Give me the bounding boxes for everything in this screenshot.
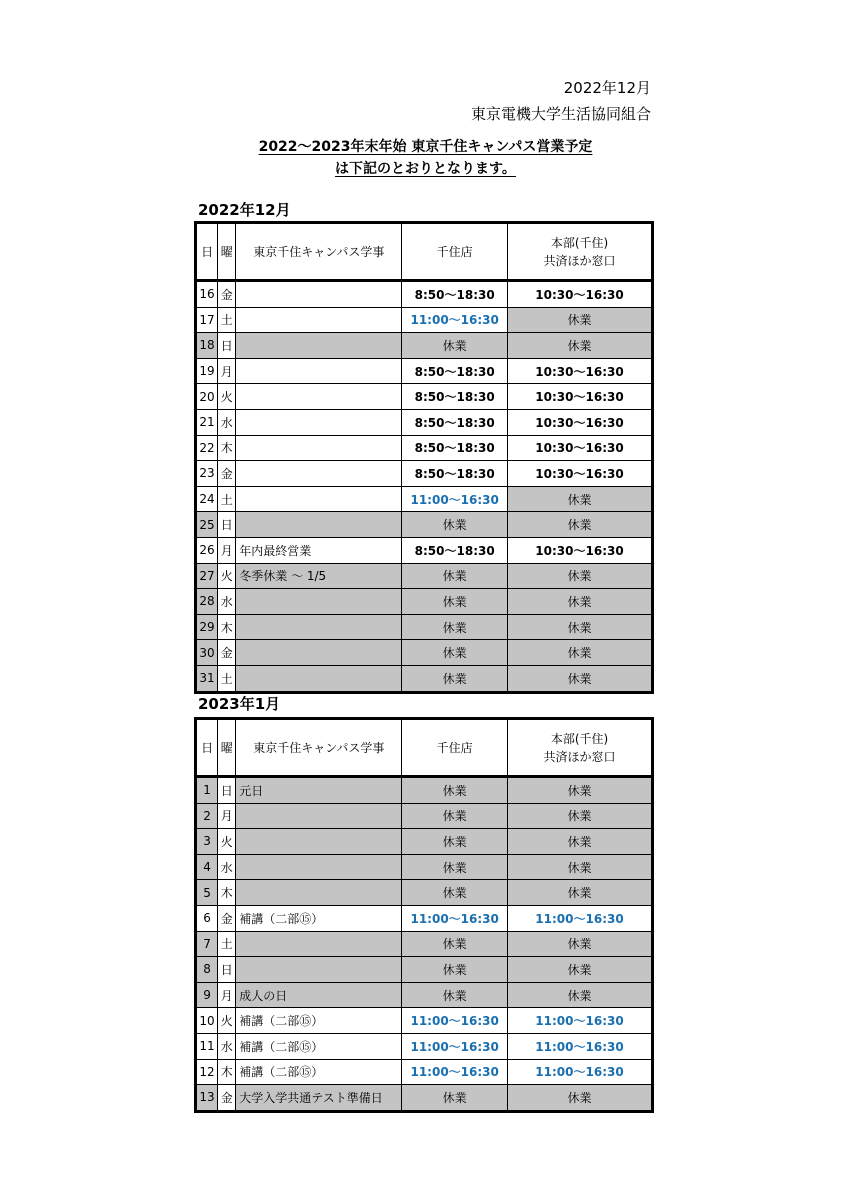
hq-hours-cell: 休業 (508, 982, 653, 1008)
weekday-cell: 月 (218, 803, 236, 829)
day-cell: 6 (196, 905, 218, 931)
day-cell: 28 (196, 589, 218, 615)
event-cell (236, 281, 402, 308)
day-cell: 4 (196, 854, 218, 880)
event-cell (236, 512, 402, 538)
table-row (196, 384, 653, 410)
hq-hours-cell: 10:30～16:30 (508, 409, 653, 435)
event-cell (236, 957, 402, 983)
day-cell: 27 (196, 563, 218, 589)
store-hours-cell: 休業 (402, 931, 508, 957)
hq-hours-cell: 休業 (508, 512, 653, 538)
table-row (196, 829, 653, 855)
store-hours-cell: 休業 (402, 982, 508, 1008)
hq-hours-cell: 11:00～16:30 (508, 1059, 653, 1085)
hq-hours-cell: 休業 (508, 333, 653, 359)
col-header-weekday: 曜 (218, 719, 236, 777)
store-hours-cell: 8:50～18:30 (402, 435, 508, 461)
store-hours-cell: 8:50～18:30 (402, 281, 508, 308)
table-row (196, 1008, 653, 1034)
day-cell: 29 (196, 614, 218, 640)
col-header-hq (508, 223, 653, 281)
weekday-cell: 土 (218, 307, 236, 333)
table-row (196, 880, 653, 906)
hq-hours-cell: 休業 (508, 486, 653, 512)
table-row (196, 982, 653, 1008)
weekday-cell: 土 (218, 931, 236, 957)
event-cell: 冬季休業 ～ 1/5 (236, 563, 402, 589)
store-hours-cell: 休業 (402, 665, 508, 692)
store-hours-cell: 11:00～16:30 (402, 1008, 508, 1034)
hq-hours-cell: 休業 (508, 589, 653, 615)
day-cell: 2 (196, 803, 218, 829)
table-row (196, 1085, 653, 1112)
weekday-cell: 日 (218, 512, 236, 538)
event-cell (236, 640, 402, 666)
day-cell: 7 (196, 931, 218, 957)
table-row (196, 854, 653, 880)
hq-hours-cell: 10:30～16:30 (508, 537, 653, 563)
weekday-cell: 金 (218, 640, 236, 666)
hq-hours-cell: 11:00～16:30 (508, 1008, 653, 1034)
document-title (222, 136, 629, 180)
table-row (196, 803, 653, 829)
store-hours-cell: 8:50～18:30 (402, 409, 508, 435)
event-cell (236, 307, 402, 333)
hq-hours-cell: 休業 (508, 563, 653, 589)
event-cell (236, 931, 402, 957)
store-hours-cell: 休業 (402, 640, 508, 666)
hq-hours-cell: 休業 (508, 957, 653, 983)
hq-hours-cell: 休業 (508, 614, 653, 640)
col-header-hq (508, 719, 653, 777)
store-hours-cell: 休業 (402, 777, 508, 804)
store-hours-cell: 休業 (402, 803, 508, 829)
hq-hours-cell: 休業 (508, 931, 653, 957)
col-header-hq-line2: 共済ほか窓口 (543, 253, 616, 268)
weekday-cell: 火 (218, 563, 236, 589)
col-header-event: 東京千住キャンパス学事 (236, 719, 402, 777)
store-hours-cell: 11:00～16:30 (402, 905, 508, 931)
event-cell (236, 829, 402, 855)
event-cell (236, 358, 402, 384)
month-label-jan: 2023年1月 (198, 695, 281, 713)
event-cell: 補講（二部⑮） (236, 1059, 402, 1085)
table-row (196, 512, 653, 538)
weekday-cell: 火 (218, 384, 236, 410)
hq-hours-cell: 休業 (508, 829, 653, 855)
weekday-cell: 水 (218, 854, 236, 880)
day-cell: 24 (196, 486, 218, 512)
event-cell (236, 409, 402, 435)
day-cell: 8 (196, 957, 218, 983)
weekday-cell: 火 (218, 829, 236, 855)
table-row (196, 409, 653, 435)
hq-hours-cell: 休業 (508, 307, 653, 333)
table-row (196, 777, 653, 804)
document-date: 2022年12月 (563, 79, 651, 97)
day-cell: 26 (196, 537, 218, 563)
event-cell: 元日 (236, 777, 402, 804)
day-cell: 18 (196, 333, 218, 359)
col-header-hq-line1: 本部(千住) (550, 731, 609, 746)
hq-hours-cell: 休業 (508, 803, 653, 829)
table-row (196, 931, 653, 957)
event-cell: 補講（二部⑮） (236, 1033, 402, 1059)
event-cell (236, 435, 402, 461)
day-cell: 11 (196, 1033, 218, 1059)
col-header-day: 日 (196, 223, 218, 281)
day-cell: 23 (196, 461, 218, 487)
schedule-table-jan (194, 717, 654, 1113)
col-header-weekday: 曜 (218, 223, 236, 281)
table-row (196, 333, 653, 359)
hq-hours-cell: 休業 (508, 880, 653, 906)
month-label-dec: 2022年12月 (198, 201, 291, 219)
table-row (196, 281, 653, 308)
weekday-cell: 水 (218, 409, 236, 435)
organization-name: 東京電機大学生活協同組合 (470, 105, 651, 123)
table-row (196, 563, 653, 589)
day-cell: 19 (196, 358, 218, 384)
event-cell: 年内最終営業 (236, 537, 402, 563)
table-row (196, 307, 653, 333)
hq-hours-cell: 10:30～16:30 (508, 281, 653, 308)
event-cell (236, 384, 402, 410)
store-hours-cell: 休業 (402, 614, 508, 640)
day-cell: 12 (196, 1059, 218, 1085)
hq-hours-cell: 11:00～16:30 (508, 905, 653, 931)
weekday-cell: 水 (218, 1033, 236, 1059)
table-row (196, 640, 653, 666)
day-cell: 1 (196, 777, 218, 804)
event-cell (236, 589, 402, 615)
weekday-cell: 金 (218, 905, 236, 931)
day-cell: 3 (196, 829, 218, 855)
store-hours-cell: 8:50～18:30 (402, 537, 508, 563)
event-cell: 大学入学共通テスト準備日 (236, 1085, 402, 1112)
hq-hours-cell: 休業 (508, 665, 653, 692)
table-row (196, 614, 653, 640)
table-row (196, 461, 653, 487)
weekday-cell: 木 (218, 435, 236, 461)
table-row (196, 435, 653, 461)
weekday-cell: 月 (218, 982, 236, 1008)
day-cell: 31 (196, 665, 218, 692)
day-cell: 17 (196, 307, 218, 333)
table-row (196, 957, 653, 983)
weekday-cell: 金 (218, 1085, 236, 1112)
store-hours-cell: 11:00～16:30 (402, 486, 508, 512)
col-header-event: 東京千住キャンパス学事 (236, 223, 402, 281)
col-header-hq-line1: 本部(千住) (550, 235, 609, 250)
store-hours-cell: 休業 (402, 1085, 508, 1112)
col-header-hq-line2: 共済ほか窓口 (543, 749, 616, 764)
weekday-cell: 金 (218, 281, 236, 308)
day-cell: 30 (196, 640, 218, 666)
table-row (196, 486, 653, 512)
store-hours-cell: 休業 (402, 333, 508, 359)
event-cell: 成人の日 (236, 982, 402, 1008)
weekday-cell: 火 (218, 1008, 236, 1034)
day-cell: 9 (196, 982, 218, 1008)
hq-hours-cell: 11:00～16:30 (508, 1033, 653, 1059)
store-hours-cell: 8:50～18:30 (402, 384, 508, 410)
table-row (196, 905, 653, 931)
store-hours-cell: 11:00～16:30 (402, 1033, 508, 1059)
weekday-cell: 土 (218, 486, 236, 512)
store-hours-cell: 8:50～18:30 (402, 358, 508, 384)
event-cell (236, 614, 402, 640)
hq-hours-cell: 10:30～16:30 (508, 461, 653, 487)
event-cell: 補講（二部⑮） (236, 1008, 402, 1034)
store-hours-cell: 休業 (402, 829, 508, 855)
day-cell: 20 (196, 384, 218, 410)
event-cell (236, 486, 402, 512)
table-row (196, 589, 653, 615)
col-header-store: 千住店 (402, 223, 508, 281)
hq-hours-cell: 10:30～16:30 (508, 435, 653, 461)
weekday-cell: 月 (218, 537, 236, 563)
hq-hours-cell: 休業 (508, 640, 653, 666)
hq-hours-cell: 休業 (508, 854, 653, 880)
hq-hours-cell: 休業 (508, 1085, 653, 1112)
store-hours-cell: 休業 (402, 957, 508, 983)
table-row (196, 665, 653, 692)
store-hours-cell: 休業 (402, 854, 508, 880)
hq-hours-cell: 10:30～16:30 (508, 384, 653, 410)
store-hours-cell: 休業 (402, 880, 508, 906)
event-cell (236, 461, 402, 487)
weekday-cell: 日 (218, 333, 236, 359)
day-cell: 25 (196, 512, 218, 538)
event-cell (236, 333, 402, 359)
event-cell (236, 854, 402, 880)
day-cell: 22 (196, 435, 218, 461)
weekday-cell: 月 (218, 358, 236, 384)
weekday-cell: 日 (218, 777, 236, 804)
store-hours-cell: 11:00～16:30 (402, 1059, 508, 1085)
title-line-2: は下記のとおりとなります。 (335, 161, 516, 177)
event-cell (236, 803, 402, 829)
weekday-cell: 木 (218, 614, 236, 640)
weekday-cell: 金 (218, 461, 236, 487)
weekday-cell: 木 (218, 880, 236, 906)
col-header-store: 千住店 (402, 719, 508, 777)
weekday-cell: 木 (218, 1059, 236, 1085)
store-hours-cell: 8:50～18:30 (402, 461, 508, 487)
day-cell: 10 (196, 1008, 218, 1034)
day-cell: 13 (196, 1085, 218, 1112)
hq-hours-cell: 休業 (508, 777, 653, 804)
title-line-1: 2022～2023年末年始 東京千住キャンパス営業予定 (258, 139, 593, 155)
hq-hours-cell: 10:30～16:30 (508, 358, 653, 384)
table-row (196, 358, 653, 384)
event-cell (236, 665, 402, 692)
store-hours-cell: 11:00～16:30 (402, 307, 508, 333)
table-row (196, 1059, 653, 1085)
schedule-table-dec (194, 221, 654, 694)
day-cell: 21 (196, 409, 218, 435)
weekday-cell: 土 (218, 665, 236, 692)
day-cell: 5 (196, 880, 218, 906)
day-cell: 16 (196, 281, 218, 308)
weekday-cell: 水 (218, 589, 236, 615)
col-header-day: 日 (196, 719, 218, 777)
event-cell: 補講（二部⑮） (236, 905, 402, 931)
store-hours-cell: 休業 (402, 563, 508, 589)
event-cell (236, 880, 402, 906)
store-hours-cell: 休業 (402, 589, 508, 615)
table-row (196, 537, 653, 563)
store-hours-cell: 休業 (402, 512, 508, 538)
weekday-cell: 日 (218, 957, 236, 983)
table-row (196, 1033, 653, 1059)
